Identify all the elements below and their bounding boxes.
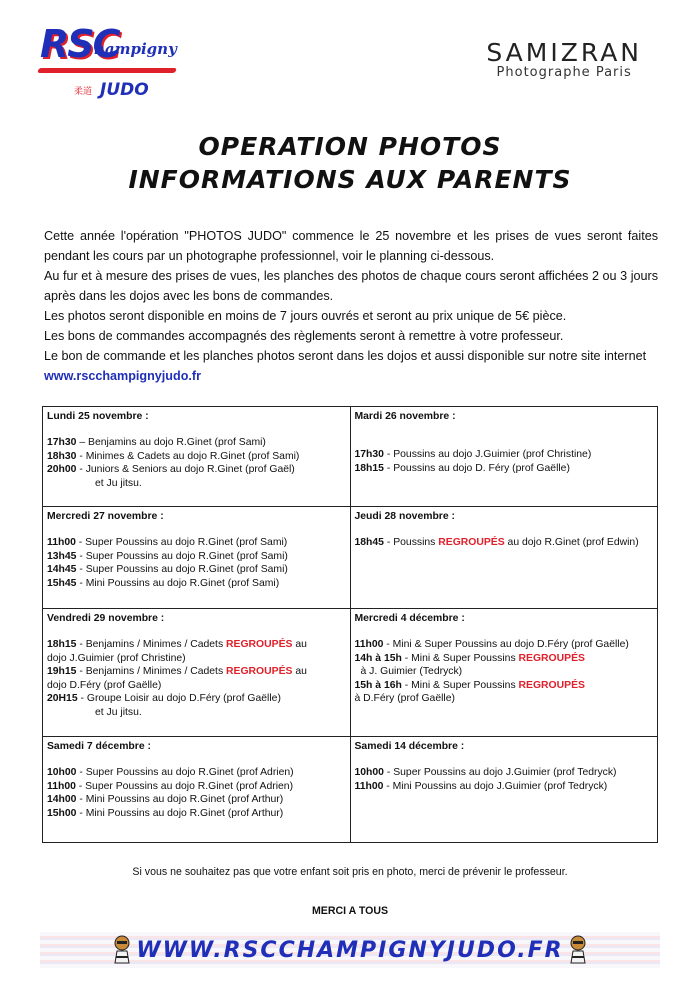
schedule-cell-samedi-14 (350, 737, 658, 843)
session: - Super Poussins au dojo R.Ginet (prof Adrien) (76, 767, 294, 778)
schedule-line (355, 780, 654, 794)
session: - Mini Poussins au dojo R.Ginet (prof Arthur) (76, 794, 284, 806)
time: 10h00 (47, 767, 77, 778)
session: - Poussins (383, 537, 439, 548)
schedule-cell-mercredi-4 (350, 609, 658, 737)
session: - Benjamins / Minimes / Cadets (76, 666, 227, 678)
time: 11h00 (47, 780, 76, 792)
session: au (292, 639, 307, 650)
club-logo-kanji: 柔道 (74, 87, 93, 97)
schedule-line (355, 536, 654, 550)
time: 14h à 15h (354, 652, 402, 664)
schedule-line (47, 436, 346, 450)
time: 11h00 (47, 537, 76, 548)
session: au dojo R.Ginet (prof Edwin) (504, 537, 639, 548)
session: - Mini & Super Poussins (401, 652, 519, 664)
time: 10h00 (354, 767, 384, 778)
time: 18h15 (354, 462, 384, 474)
schedule-cell-mardi (350, 407, 658, 507)
session: - Super Poussins au dojo R.Ginet (prof Sami) (76, 564, 288, 576)
schedule-line (47, 536, 346, 550)
intro-text (44, 226, 658, 386)
photographer-logo (486, 38, 642, 80)
schedule-line-cont: dojo J.Guimier (prof Christine) (47, 652, 186, 664)
photo-opt-out-note: Si vous ne souhaitez pas que votre enfant soit pris en photo, merci de prévenir le professeur. (132, 866, 568, 878)
schedule-line (47, 780, 346, 794)
session: - Minimes & Cadets au dojo R.Ginet (prof Sami) (76, 450, 300, 462)
schedule-line-cont: à D.Féry (prof Gaëlle) (354, 693, 455, 705)
page-title-line1: OPERATION PHOTOS (198, 132, 502, 161)
intro-paragraph-5: Le bon de commande et les planches photos seront dans les dojos et aussi disponible sur notre site internet (44, 349, 647, 363)
schedule-line (47, 463, 346, 477)
regroupes-label: REGROUPÉS (226, 639, 293, 650)
schedule-table (42, 406, 658, 843)
schedule-line-cont: dojo D.Féry (prof Gaëlle) (47, 679, 162, 691)
time: 20H15 (47, 693, 78, 705)
time: 11h00 (354, 780, 384, 792)
session: - Poussins au dojo D. Féry (prof Gaëlle) (383, 462, 570, 474)
schedule-line (47, 665, 346, 679)
schedule-line (355, 679, 654, 693)
website-banner (40, 928, 660, 970)
session: - Super Poussins au dojo R.Ginet (prof Adrien) (75, 780, 294, 792)
session: - Juniors & Seniors au dojo R.Ginet (prof Gaël) (76, 464, 295, 476)
photographer-subtitle: Photographe Paris (496, 65, 632, 80)
time: 13h45 (47, 550, 77, 562)
regroupes-label: REGROUPÉS (226, 666, 293, 678)
session: – Benjamins au dojo R.Ginet (prof Sami) (76, 437, 266, 448)
intro-paragraph-3: Les photos seront disponible en moins de 7 jours ouvrés et seront au prix unique de 5€ pièce. (44, 309, 567, 323)
club-logo-swoosh (37, 68, 177, 73)
day-heading: Mardi 26 novembre : (354, 411, 456, 422)
session: - Groupe Loisir au dojo D.Féry (prof Gaëlle) (77, 693, 281, 705)
session: - Mini & Super Poussins (401, 679, 519, 691)
time: 15h00 (47, 807, 77, 819)
club-logo-champigny: hampigny (94, 40, 177, 58)
club-logo-rsc: RSC (40, 22, 119, 66)
session: - Super Poussins au dojo J.Guimier (prof Tedryck) (383, 767, 617, 778)
intro-paragraph-4: Les bons de commandes accompagnés des règlements seront à remettre à votre professeur. (44, 329, 564, 343)
schedule-line (47, 793, 346, 807)
schedule-line (47, 766, 346, 780)
schedule-line-cont: et Ju jitsu. (95, 477, 142, 489)
schedule-line-cont: à J. Guimier (Tedryck) (360, 666, 463, 678)
time: 19h15 (47, 666, 77, 678)
day-heading: Lundi 25 novembre : (47, 411, 149, 422)
session: - Mini Poussins au dojo R.Ginet (prof Sami) (76, 577, 280, 589)
session: - Mini & Super Poussins au dojo D.Féry (prof Gaëlle) (383, 639, 629, 650)
schedule-line (47, 550, 346, 564)
banner-url[interactable]: WWW.RSCCHAMPIGNYJUDO.FR (136, 938, 564, 963)
schedule-line (355, 462, 654, 476)
page-title-line2: INFORMATIONS AUX PARENTS (128, 165, 572, 194)
time: 15h45 (47, 577, 77, 589)
thanks-text: MERCI A TOUS (311, 905, 389, 917)
day-heading: Mercredi 27 novembre : (47, 511, 164, 522)
club-logo (38, 22, 188, 102)
day-heading: Samedi 7 décembre : (47, 741, 151, 752)
session: - Poussins au dojo J.Guimier (prof Christine) (383, 449, 592, 460)
schedule-line-cont: et Ju jitsu. (95, 706, 142, 718)
intro-paragraph-1: Cette année l'opération "PHOTOS JUDO" commence le 25 novembre et les prises de vues seront faites pendant les cours par un photographe professionnel, voir le planning ci-dessous. (44, 229, 658, 263)
schedule-cell-lundi (43, 407, 351, 507)
day-heading: Vendredi 29 novembre : (47, 613, 165, 624)
session: au (292, 666, 307, 678)
time: 15h à 16h (354, 679, 402, 691)
table-row (43, 507, 658, 609)
club-logo-judo: JUDO (100, 80, 149, 100)
session: - Super Poussins au dojo R.Ginet (prof Sami) (75, 537, 288, 548)
time: 18h30 (47, 450, 77, 462)
session: - Mini Poussins au dojo R.Ginet (prof Arthur) (76, 807, 284, 819)
time: 17h30 (47, 437, 77, 448)
table-row (43, 737, 658, 843)
session: - Super Poussins au dojo R.Ginet (prof Sami) (76, 550, 288, 562)
table-row (43, 609, 658, 737)
day-heading: Samedi 14 décembre : (354, 741, 465, 752)
regroupes-label: REGROUPÉS (518, 652, 585, 664)
time: 20h00 (47, 464, 77, 476)
schedule-cell-mercredi-27 (43, 507, 351, 609)
schedule-line (47, 807, 346, 821)
day-heading: Jeudi 28 novembre : (354, 511, 455, 522)
schedule-line (355, 766, 654, 780)
day-heading: Mercredi 4 décembre : (354, 613, 465, 624)
regroupes-label: REGROUPÉS (518, 679, 585, 691)
schedule-cell-jeudi (350, 507, 658, 609)
schedule-line (355, 652, 654, 666)
schedule-line (47, 563, 346, 577)
website-link[interactable]: www.rscchampignyjudo.fr (44, 369, 201, 383)
time: 18h45 (354, 537, 384, 548)
schedule-line (47, 577, 346, 591)
time: 14h45 (47, 564, 77, 576)
time: 11h00 (354, 639, 384, 650)
schedule-line (47, 692, 346, 706)
schedule-line (47, 450, 346, 464)
time: 14h00 (47, 794, 77, 806)
table-row (43, 407, 658, 507)
schedule-cell-samedi-7 (43, 737, 351, 843)
judoka-mascot-icon (566, 934, 590, 964)
time: 17h30 (354, 449, 384, 460)
regroupes-label: REGROUPÉS (438, 537, 505, 548)
photographer-name: SAMIZRAN (486, 38, 642, 67)
schedule-line (47, 638, 346, 652)
time: 18h15 (47, 639, 77, 650)
session: - Mini Poussins au dojo J.Guimier (prof Tedryck) (383, 780, 608, 792)
schedule-line (355, 638, 654, 652)
schedule-line (355, 448, 654, 462)
session: - Benjamins / Minimes / Cadets (76, 639, 227, 650)
intro-paragraph-2: Au fur et à mesure des prises de vues, les planches des photos de chaque cours seront affichées 2 ou 3 jours après dans les dojos avec les bons de commandes. (44, 269, 658, 303)
schedule-cell-vendredi (43, 609, 351, 737)
